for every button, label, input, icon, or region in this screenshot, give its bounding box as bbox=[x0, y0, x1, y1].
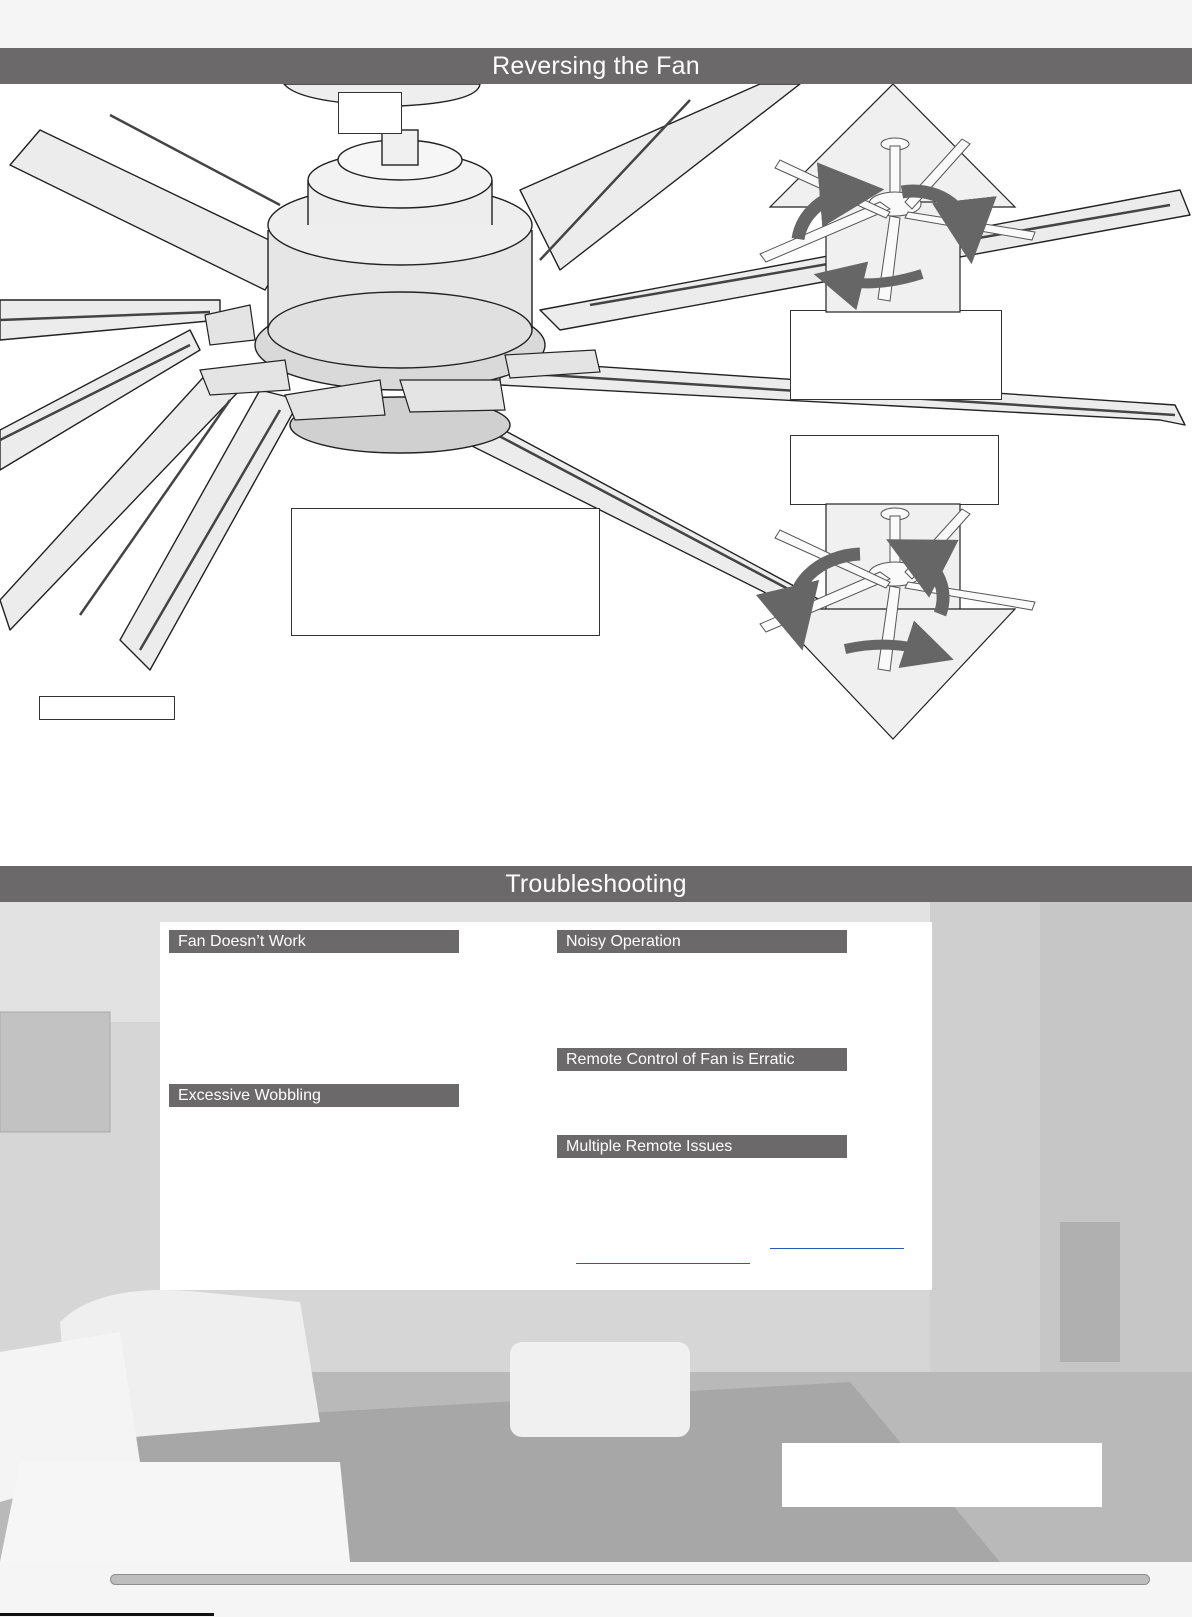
blade-bracket bbox=[200, 360, 290, 395]
noisy-operation-heading: Noisy Operation bbox=[557, 930, 847, 953]
horizontal-scrollbar[interactable] bbox=[110, 1574, 1150, 1585]
multiple-remote-issues-heading: Multiple Remote Issues bbox=[557, 1135, 847, 1158]
airflow-direction-diagrams bbox=[740, 84, 1040, 744]
contact-info-box bbox=[782, 1443, 1102, 1507]
note-label-box bbox=[39, 696, 175, 720]
support-link[interactable] bbox=[576, 1263, 750, 1264]
reversing-section-title: Reversing the Fan bbox=[0, 48, 1192, 84]
fan-doesnt-work-heading: Fan Doesn’t Work bbox=[169, 930, 459, 953]
remote-erratic-heading: Remote Control of Fan is Erratic bbox=[557, 1048, 847, 1071]
fan-blade bbox=[10, 130, 290, 290]
troubleshooting-section-title: Troubleshooting bbox=[0, 866, 1192, 902]
blade-bracket bbox=[400, 380, 505, 412]
support-link[interactable] bbox=[770, 1248, 904, 1249]
reverse-switch-note-box bbox=[291, 508, 600, 636]
excessive-wobbling-heading: Excessive Wobbling bbox=[169, 1084, 459, 1107]
switch-callout-box bbox=[338, 92, 402, 134]
footer-rule bbox=[0, 1613, 214, 1616]
